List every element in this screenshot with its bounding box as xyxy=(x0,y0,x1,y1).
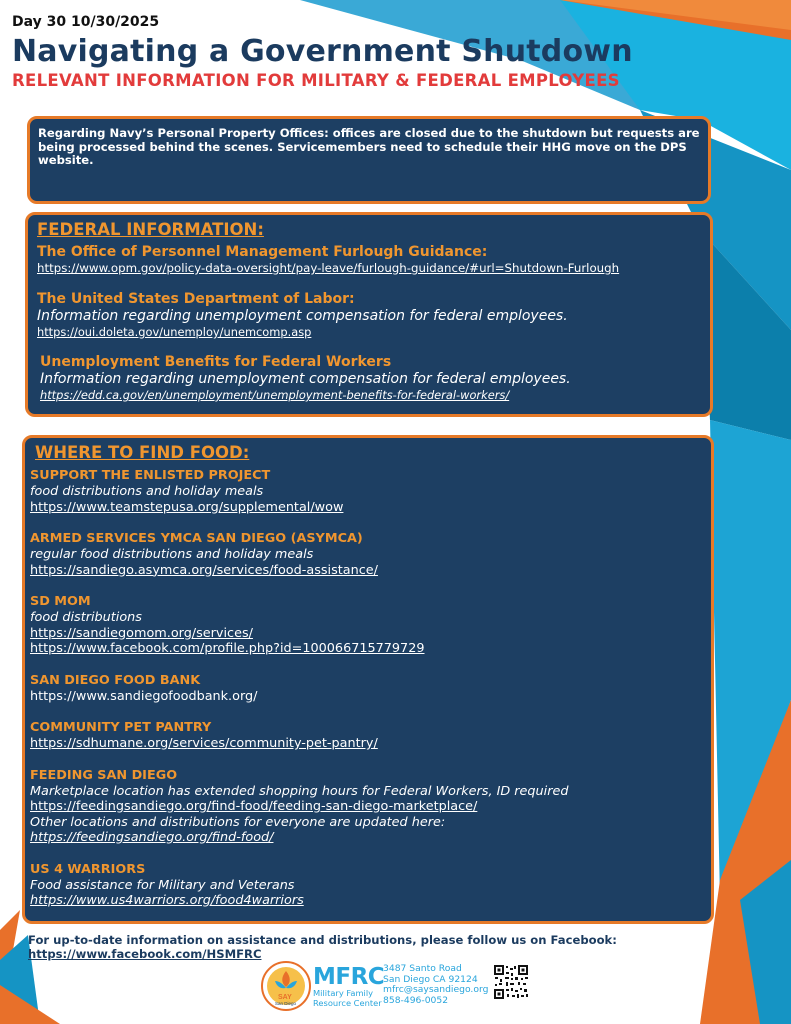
feeding-sd-marketplace-link[interactable]: https://feedingsandiego.org/find-food/feeding-san-diego-marketplace/ xyxy=(30,799,478,814)
navy-notice-box xyxy=(27,116,711,204)
mfrc-name xyxy=(313,989,382,1008)
pet-pantry-link[interactable]: https://sdhumane.org/services/community-pet-pantry/ xyxy=(30,736,378,751)
footer-text: For up-to-date information on assistance and distributions, please follow us on Facebook: xyxy=(28,933,617,947)
food-item-asymca xyxy=(30,531,706,578)
address-line1: 3487 Santo Road xyxy=(383,963,462,974)
say-logo-subtext: San Diego xyxy=(275,1001,297,1006)
food-item-title: US 4 WARRIORS xyxy=(30,861,146,877)
sdmom-link[interactable]: https://sandiegomom.org/services/ xyxy=(30,625,253,641)
mfrc-logo-block xyxy=(261,961,541,1019)
food-item-title: SAN DIEGO FOOD BANK xyxy=(30,672,201,688)
food-item-desc: Food assistance for Military and Veterans xyxy=(30,877,295,893)
foodbank-url-text: https://www.sandiegofoodbank.org/ xyxy=(30,688,258,704)
food-item-title: COMMUNITY PET PANTRY xyxy=(30,720,212,735)
food-item-title: ARMED SERVICES YMCA SAN DIEGO (ASYMCA) xyxy=(30,531,363,546)
facebook-link[interactable]: https://www.facebook.com/HSMFRC xyxy=(28,947,262,961)
contact-email: mfrc@saysandiego.org xyxy=(383,984,489,995)
federal-item-title: Unemployment Benefits for Federal Workers xyxy=(40,354,392,370)
food-item-title: SD MOM xyxy=(30,594,91,609)
mfrc-contact xyxy=(383,964,488,1006)
footer-note xyxy=(28,933,617,961)
food-item-desc: food distributions xyxy=(30,610,142,625)
address-line2: San Diego CA 92124 xyxy=(383,973,478,985)
qr-code-icon xyxy=(493,964,529,1000)
food-section xyxy=(22,435,714,924)
federal-item-opm xyxy=(37,244,701,275)
day-label: Day 30 10/30/2025 xyxy=(12,14,160,30)
federal-item-dol xyxy=(37,291,701,339)
asymca-link[interactable]: https://sandiego.asymca.org/services/food-assistance/ xyxy=(30,562,378,578)
federal-item-title: The Office of Personnel Management Furlough Guidance: xyxy=(37,244,488,260)
step-link[interactable]: https://www.teamstepusa.org/supplemental/wow xyxy=(30,499,344,515)
page-subtitle: RELEVANT INFORMATION FOR MILITARY & FEDERAL EMPLOYEES xyxy=(12,71,620,90)
feeding-sd-find-food-link[interactable]: https://feedingsandiego.org/find-food/ xyxy=(30,830,274,845)
page-header xyxy=(12,14,633,91)
edd-link[interactable]: https://edd.ca.gov/en/unemployment/unemployment-benefits-for-federal-workers/ xyxy=(40,388,510,402)
food-item-step xyxy=(30,468,706,515)
notice-text: Regarding Navy’s Personal Property Offices: offices are closed due to the shutdown but requests are being processed behind the scenes. Servicemembers need to schedule their HHG move on the DPS website. xyxy=(38,126,700,167)
food-heading: WHERE TO FIND FOOD: xyxy=(35,443,250,462)
federal-item-desc: Information regarding unemployment compensation for federal employees. xyxy=(40,371,571,387)
federal-item-desc: Information regarding unemployment compensation for federal employees. xyxy=(37,308,568,324)
us4warriors-link[interactable]: https://www.us4warriors.org/food4warriors xyxy=(30,893,304,908)
food-item-sdmom xyxy=(30,594,706,657)
federal-item-title: The United States Department of Labor: xyxy=(37,291,355,307)
food-item-desc: regular food distributions and holiday meals xyxy=(30,547,314,562)
mfrc-acronym: MFRC xyxy=(313,964,385,990)
food-item-desc: Other locations and distributions for everyone are updated here: xyxy=(30,814,446,830)
food-item-desc: Marketplace location has extended shopping hours for Federal Workers, ID required xyxy=(30,783,569,799)
say-san-diego-logo xyxy=(261,961,311,1011)
dol-link[interactable]: https://oui.doleta.gov/unemploy/unemcomp.asp xyxy=(37,325,312,339)
food-item-pet-pantry xyxy=(30,720,706,752)
food-item-feeding-sd xyxy=(30,768,706,846)
mfrc-name-line2: Resource Center xyxy=(313,997,382,1008)
opm-link[interactable]: https://www.opm.gov/policy-data-oversight/pay-leave/furlough-guidance/#url=Shutdown-Furlough xyxy=(37,261,620,275)
say-logo-text: SAY xyxy=(278,994,292,1001)
mfrc-name-line1: Military Family xyxy=(313,988,374,998)
federal-item-edd xyxy=(40,354,701,402)
food-item-foodbank xyxy=(30,673,706,705)
sdmom-facebook-link[interactable]: https://www.facebook.com/profile.php?id=100066715779729 xyxy=(30,641,425,656)
federal-heading: FEDERAL INFORMATION: xyxy=(37,220,264,239)
contact-phone: 858-496-0052 xyxy=(383,994,449,1006)
food-item-title: SUPPORT THE ENLISTED PROJECT xyxy=(30,468,271,483)
page-title: Navigating a Government Shutdown xyxy=(12,34,633,69)
food-item-us4warriors xyxy=(30,862,706,909)
food-item-title: FEEDING SAN DIEGO xyxy=(30,767,178,783)
food-item-desc: food distributions and holiday meals xyxy=(30,484,264,499)
federal-information-section xyxy=(25,212,713,417)
